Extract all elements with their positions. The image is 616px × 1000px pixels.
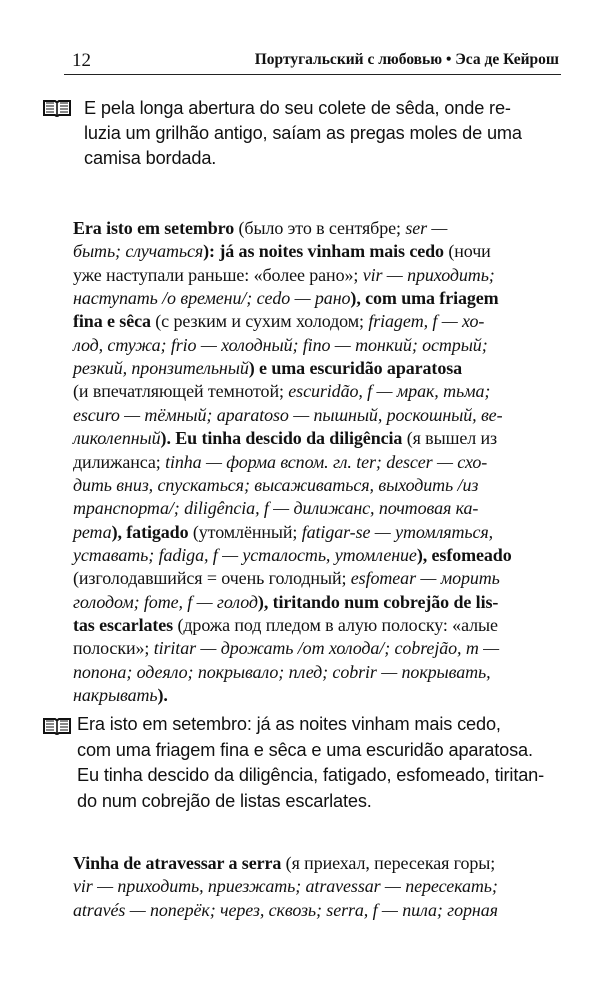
gloss-note: vir — приходить, приезжать; atravessar — пересекать; (73, 876, 498, 897)
open-book-icon (42, 98, 72, 118)
text-line (73, 335, 488, 356)
text-line: Era isto em setembro: já as noites vinham mais cedo, (77, 714, 501, 734)
gloss-note: escuro — тёмный; aparatoso — пышный, роскошный, ве- (73, 404, 503, 425)
portuguese-phrase: Vinha de atravessar a serra (73, 853, 282, 873)
text-line: luzia um grilhão antigo, saíam as pregas moles de uma (84, 123, 522, 143)
portuguese-phrase: ). Eu tinha descido da diligência (160, 428, 403, 449)
text-line (73, 218, 447, 239)
portuguese-phrase: ), esfomeado (416, 544, 512, 565)
text-line (73, 288, 499, 309)
text-line (73, 592, 498, 613)
portuguese-phrase: ) e uma escuridão aparatosa (248, 358, 463, 379)
portuguese-phrase: ), fatigado (111, 521, 189, 542)
text-line (73, 545, 512, 566)
portuguese-phrase: ), com uma friagem (350, 288, 499, 309)
gloss-note: попона; одеяло; покрывало; плед; cobrir — покрывать, (73, 661, 491, 682)
text-line: com uma friagem fina e sêca e uma escuridão aparatosa. (77, 739, 533, 760)
gloss-note: ser — (405, 218, 448, 238)
translation-text: дилижанса; (73, 451, 166, 472)
gloss-note: esfomear — морить (350, 568, 500, 589)
text-line (73, 311, 484, 332)
text-line (73, 615, 498, 636)
text-line (73, 900, 498, 921)
portuguese-phrase: Era isto em setembro (73, 218, 235, 238)
portuguese-phrase: ). (157, 685, 168, 705)
translation-text: (изголодавшийся = очень голодный; (73, 568, 351, 589)
text-line (73, 685, 168, 706)
gloss-note: tiritar — дрожать /от холода/; cobrejão, m — (153, 638, 500, 659)
gloss-note: быть; случаться (73, 241, 204, 262)
gloss-note: дить вниз, спускаться; высаживаться, выходить /из (73, 474, 479, 495)
text-line: Eu tinha descido da diligência, fatigado, esfomeado, tiritan- (77, 765, 545, 785)
gloss-note: ликолепный (73, 428, 161, 449)
gloss-note: fatigar-se — утомляться, (301, 521, 494, 542)
text-line: do num cobrejão de listas escarlates. (77, 790, 372, 811)
text-line (73, 876, 498, 897)
text-line (73, 662, 491, 683)
text-line (73, 405, 502, 426)
gloss-note: escuridão, f — мрак, тьма; (288, 381, 491, 402)
translation-text: (утомлённый; (188, 521, 302, 542)
translation-text: (и впечатляющей темнотой; (73, 381, 289, 402)
gloss-note: лод, стужа; frio — холодный; fino — тонкий; острый; (73, 334, 488, 355)
text-line (73, 853, 495, 874)
gloss-note: tinha — форма вспом. гл. ter; descer — схо- (165, 451, 488, 472)
gloss-note: уставать; fadiga, f — усталость, утомление (73, 544, 417, 565)
translation-text: (я приехал, пересекая горы; (281, 853, 496, 873)
text-line (73, 522, 493, 543)
translation-text: (я вышел из (402, 428, 498, 449)
translation-text: (с резким и сухим холодом; (150, 311, 369, 332)
text-line (73, 358, 462, 379)
gloss-note: através — поперёк; через, сквозь; serra, f — пила; горная (73, 899, 498, 920)
text-line (73, 638, 499, 659)
running-title: Португальский с любовью • Эса де Кейрош (254, 51, 559, 68)
text-line (73, 452, 487, 473)
gloss-note: транспорта/; diligência, f — дилижанс, почтовая ка- (73, 498, 479, 519)
gloss-note: рета (73, 521, 112, 542)
portuguese-phrase: ), tiritando num cobrejão de lis- (257, 591, 499, 612)
portuguese-phrase: ): já as noites vinham mais cedo (203, 241, 444, 262)
open-book-icon (42, 716, 72, 736)
text-line (73, 498, 478, 519)
translation-text: уже наступали раньше: «более рано»; (73, 264, 363, 285)
gloss-note: накрывать (73, 685, 158, 705)
gloss-note: резкий, пронзительный (73, 358, 249, 379)
text-line: camisa bordada. (84, 148, 217, 168)
gloss-note: vir — приходить; (362, 264, 495, 285)
translation-text: (было это в сентябре; (234, 218, 406, 238)
portuguese-phrase: fina e sêca (73, 311, 151, 332)
translation-text: (дрожа под пледом в алую полоску: «алые (173, 614, 498, 635)
text-line (73, 428, 497, 449)
text-line (73, 475, 478, 496)
page-number: 12 (72, 50, 91, 71)
gloss-note: наступать /о времени/; cedo — рано (73, 288, 351, 309)
running-header (64, 46, 561, 75)
text-line (73, 381, 490, 402)
gloss-note: голодом; fome, f — голод (73, 591, 258, 612)
translation-text: полоски»; (73, 638, 154, 659)
text-line: E pela longa abertura do seu colete de sêda, onde re- (84, 98, 511, 118)
text-line (73, 241, 491, 262)
text-line (73, 568, 500, 589)
gloss-note: friagem, f — хо- (368, 311, 485, 332)
text-line (73, 265, 495, 286)
translation-text: (ночи (443, 241, 491, 262)
portuguese-phrase: tas escarlates (73, 614, 174, 635)
